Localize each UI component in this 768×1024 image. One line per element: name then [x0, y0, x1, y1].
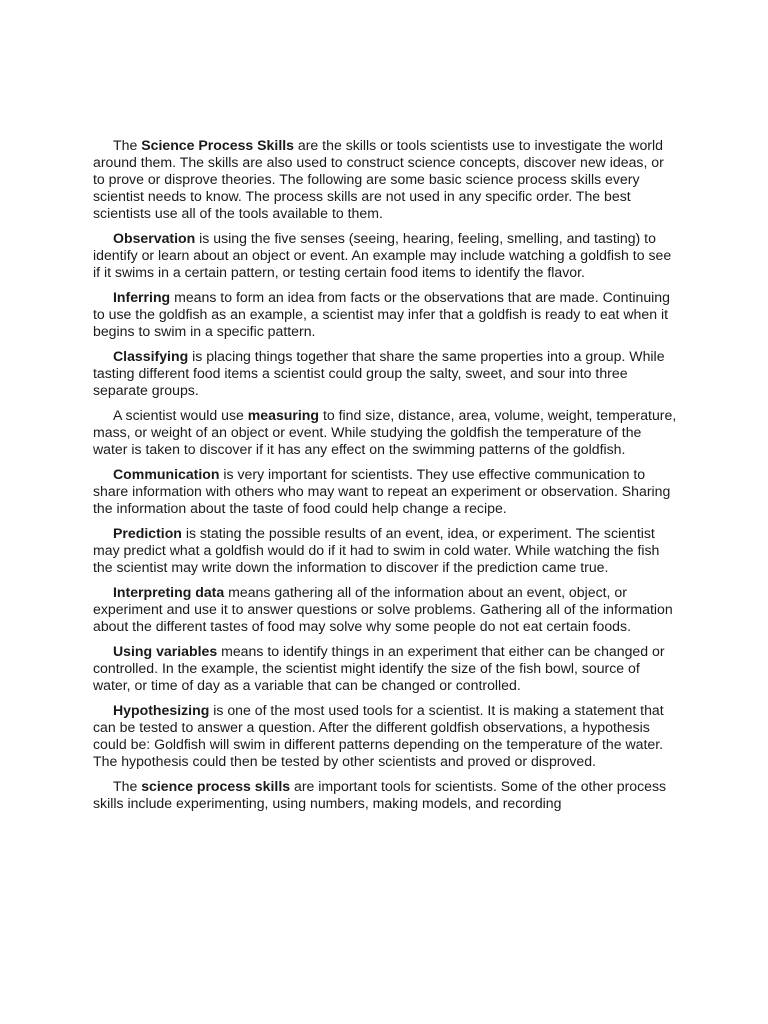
term-observation: Observation: [113, 230, 196, 246]
paragraph-body: means to identify things in an experiment that either can be changed or controlled. In the example, the scientist might identify the size of the fish bowl, source of water, or time of day as a variable that can be changed or controlled.: [93, 643, 665, 693]
term-hypothesizing: Hypothesizing: [113, 702, 210, 718]
paragraph-body: is stating the possible results of an event, idea, or experiment. The scientist may predict what a goldfish would do if it had to swim in cold water. While watching the fish the scientist may write down the information to discover if the prediction came true.: [93, 525, 660, 575]
paragraph-observation: [93, 230, 678, 281]
paragraph-body: is one of the most used tools for a scientist. It is making a statement that can be tested to answer a question. After the different goldfish observations, a hypothesis could be: Goldfish will swim in different patterns depending on the temperature of the water. The hypothesis could then be tested by other scientists and proved or disproved.: [93, 702, 664, 769]
paragraph-body: are the skills or tools scientists use to investigate the world around them. The skills are also used to construct science concepts, discover new ideas, or to prove or disprove theories. The following are some basic science process skills every scientist needs to know. The process skills are not used in any specific order. The best scientists use all of the tools available to them.: [93, 137, 664, 221]
term-science-process-skills: Science Process Skills: [141, 137, 294, 153]
term-using-variables: Using variables: [113, 643, 218, 659]
term-inferring: Inferring: [113, 289, 171, 305]
paragraph-inferring: [93, 289, 678, 340]
paragraph-body: are important tools for scientists. Some of the other process skills include experimenting, using numbers, making models, and recording: [93, 778, 667, 811]
paragraph-lead: The: [113, 137, 142, 153]
paragraph-body: means gathering all of the information about an event, object, or experiment and use it to answer questions or solve problems. Gathering all of the information about the different tastes of food may solve why some people do not eat certain foods.: [93, 584, 673, 634]
paragraph-classifying: [93, 348, 678, 399]
paragraph-body: is using the five senses (seeing, hearing, feeling, smelling, and tasting) to identify or learn about an object or event. An example may include watching a goldfish to see if it swims in a certain pattern, or testing certain food items to identify the flavor.: [93, 230, 672, 280]
term-interpreting-data: Interpreting data: [113, 584, 225, 600]
paragraph-hypothesizing: [93, 702, 678, 770]
paragraph-using-variables: [93, 643, 678, 694]
paragraph-lead: A scientist would use: [113, 407, 248, 423]
paragraph-conclusion: [93, 778, 678, 812]
paragraph-communication: [93, 466, 678, 517]
term-prediction: Prediction: [113, 525, 182, 541]
paragraph-lead: The: [113, 778, 142, 794]
paragraph-prediction: [93, 525, 678, 576]
term-communication: Communication: [113, 466, 220, 482]
term-measuring: measuring: [247, 407, 320, 423]
paragraph-body: to find size, distance, area, volume, weight, temperature, mass, or weight of an object or event. While studying the goldfish the temperature of the water is taken to discover if it has any effect on the swimming patterns of the goldfish.: [93, 407, 677, 457]
paragraph-body: means to form an idea from facts or the observations that are made. Continuing to use the goldfish as an example, a scientist may infer that a goldfish is ready to eat when it begins to swim in a specific pattern.: [93, 289, 670, 339]
paragraph-body: is placing things together that share the same properties into a group. While tasting different food items a scientist could group the salty, sweet, and sour into three separate groups.: [93, 348, 665, 398]
paragraph-intro: [93, 137, 678, 222]
term-classifying: Classifying: [113, 348, 189, 364]
paragraph-interpreting-data: [93, 584, 678, 635]
document-page: [93, 137, 678, 820]
paragraph-body: is very important for scientists. They use effective communication to share information with others who may want to repeat an experiment or observation. Sharing the information about the taste of food could help change a recipe.: [93, 466, 671, 516]
paragraph-measuring: [93, 407, 678, 458]
term-science-process-skills-lower: science process skills: [141, 778, 291, 794]
